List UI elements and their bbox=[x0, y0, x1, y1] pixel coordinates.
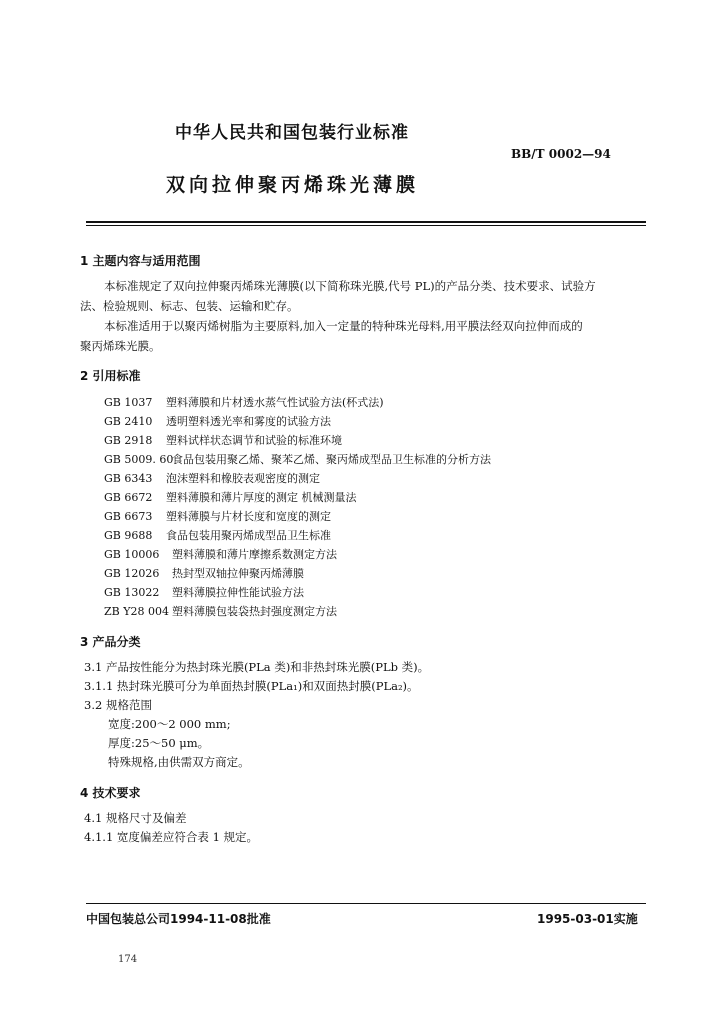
section-1-heading: 1 主题内容与适用范围 bbox=[80, 254, 201, 268]
reference-title: 塑料薄膜和薄片摩擦系数测定方法 bbox=[172, 548, 337, 561]
reference-item bbox=[104, 470, 320, 486]
reference-title: 食品包装用聚丙烯成型品卫生标准 bbox=[166, 529, 331, 542]
reference-title: 塑料薄膜拉伸性能试验方法 bbox=[172, 586, 304, 599]
clause-4-1-1: 4.1.1 宽度偏差应符合表 1 规定。 bbox=[84, 830, 259, 844]
reference-title: 透明塑料透光率和雾度的试验方法 bbox=[166, 415, 331, 428]
reference-title: 食品包装用聚乙烯、聚苯乙烯、聚丙烯成型品卫生标准的分析方法 bbox=[172, 453, 491, 466]
reference-title: 塑料薄膜和薄片厚度的测定 机械测量法 bbox=[166, 491, 357, 504]
reference-code: GB 5009. 60 bbox=[104, 453, 174, 466]
reference-item bbox=[104, 394, 384, 410]
reference-title: 塑料薄膜和片材透水蒸气性试验方法(杯式法) bbox=[166, 396, 384, 409]
reference-item bbox=[104, 413, 331, 429]
reference-code: GB 2410 bbox=[104, 415, 153, 428]
reference-title: 塑料薄膜与片材长度和宽度的测定 bbox=[166, 510, 331, 523]
reference-item bbox=[104, 546, 337, 562]
reference-item bbox=[104, 432, 342, 448]
reference-item bbox=[104, 565, 304, 581]
approval-date: 中国包装总公司1994-11-08批准 bbox=[86, 912, 271, 926]
effective-date: 1995-03-01实施 bbox=[537, 912, 638, 926]
document-title: 双向拉伸聚丙烯珠光薄膜 bbox=[166, 174, 420, 196]
header-divider-thick bbox=[86, 221, 646, 223]
clause-3-1: 3.1 产品按性能分为热封珠光膜(PLa 类)和非热封珠光膜(PLb 类)。 bbox=[84, 660, 430, 674]
reference-code: GB 6673 bbox=[104, 510, 153, 523]
section-4-heading: 4 技术要求 bbox=[80, 786, 141, 800]
reference-item bbox=[104, 451, 491, 467]
section-1-para-1-line-1: 本标准规定了双向拉伸聚丙烯珠光薄膜(以下简称珠光膜,代号 PL)的产品分类、技术要求、试验方 bbox=[104, 279, 596, 293]
section-1-para-2-line-1: 本标准适用于以聚丙烯树脂为主要原料,加入一定量的特种珠光母料,用平膜法经双向拉伸而成的 bbox=[104, 319, 583, 333]
reference-code: GB 9688 bbox=[104, 529, 153, 542]
industry-standard-title: 中华人民共和国包装行业标准 bbox=[175, 123, 409, 143]
reference-code: GB 1037 bbox=[104, 396, 153, 409]
reference-code: ZB Y28 004 bbox=[104, 605, 169, 618]
reference-code: GB 13022 bbox=[104, 586, 160, 599]
reference-item bbox=[104, 603, 337, 619]
reference-title: 塑料薄膜包装袋热封强度测定方法 bbox=[172, 605, 337, 618]
clause-3-1-1: 3.1.1 热封珠光膜可分为单面热封膜(PLa₁)和双面热封膜(PLa₂)。 bbox=[84, 679, 419, 693]
spec-width: 宽度:200～2 000 mm; bbox=[108, 717, 231, 731]
section-2-heading: 2 引用标准 bbox=[80, 369, 141, 383]
section-3-heading: 3 产品分类 bbox=[80, 635, 141, 649]
section-1-para-2-line-2: 聚丙烯珠光膜。 bbox=[80, 339, 161, 353]
header-divider-thin bbox=[86, 225, 646, 226]
spec-special: 特殊规格,由供需双方商定。 bbox=[108, 755, 250, 769]
clause-4-1: 4.1 规格尺寸及偏差 bbox=[84, 811, 187, 825]
footer-divider bbox=[86, 903, 646, 904]
reference-item bbox=[104, 489, 357, 505]
reference-code: GB 10006 bbox=[104, 548, 160, 561]
reference-item bbox=[104, 527, 331, 543]
reference-title: 热封型双轴拉伸聚丙烯薄膜 bbox=[172, 567, 304, 580]
reference-code: GB 12026 bbox=[104, 567, 160, 580]
section-1-para-1-line-2: 法、检验规则、标志、包装、运输和贮存。 bbox=[80, 299, 299, 313]
reference-code: GB 6343 bbox=[104, 472, 153, 485]
reference-item bbox=[104, 584, 304, 600]
reference-code: GB 6672 bbox=[104, 491, 153, 504]
clause-3-2: 3.2 规格范围 bbox=[84, 698, 152, 712]
page-number: 174 bbox=[118, 954, 138, 965]
spec-thickness: 厚度:25～50 μm。 bbox=[108, 736, 210, 750]
reference-item bbox=[104, 508, 331, 524]
reference-title: 塑料试样状态调节和试验的标准环境 bbox=[166, 434, 342, 447]
reference-title: 泡沫塑料和橡胶表观密度的测定 bbox=[166, 472, 320, 485]
standard-code: BB/T 0002—94 bbox=[511, 147, 611, 161]
reference-code: GB 2918 bbox=[104, 434, 153, 447]
